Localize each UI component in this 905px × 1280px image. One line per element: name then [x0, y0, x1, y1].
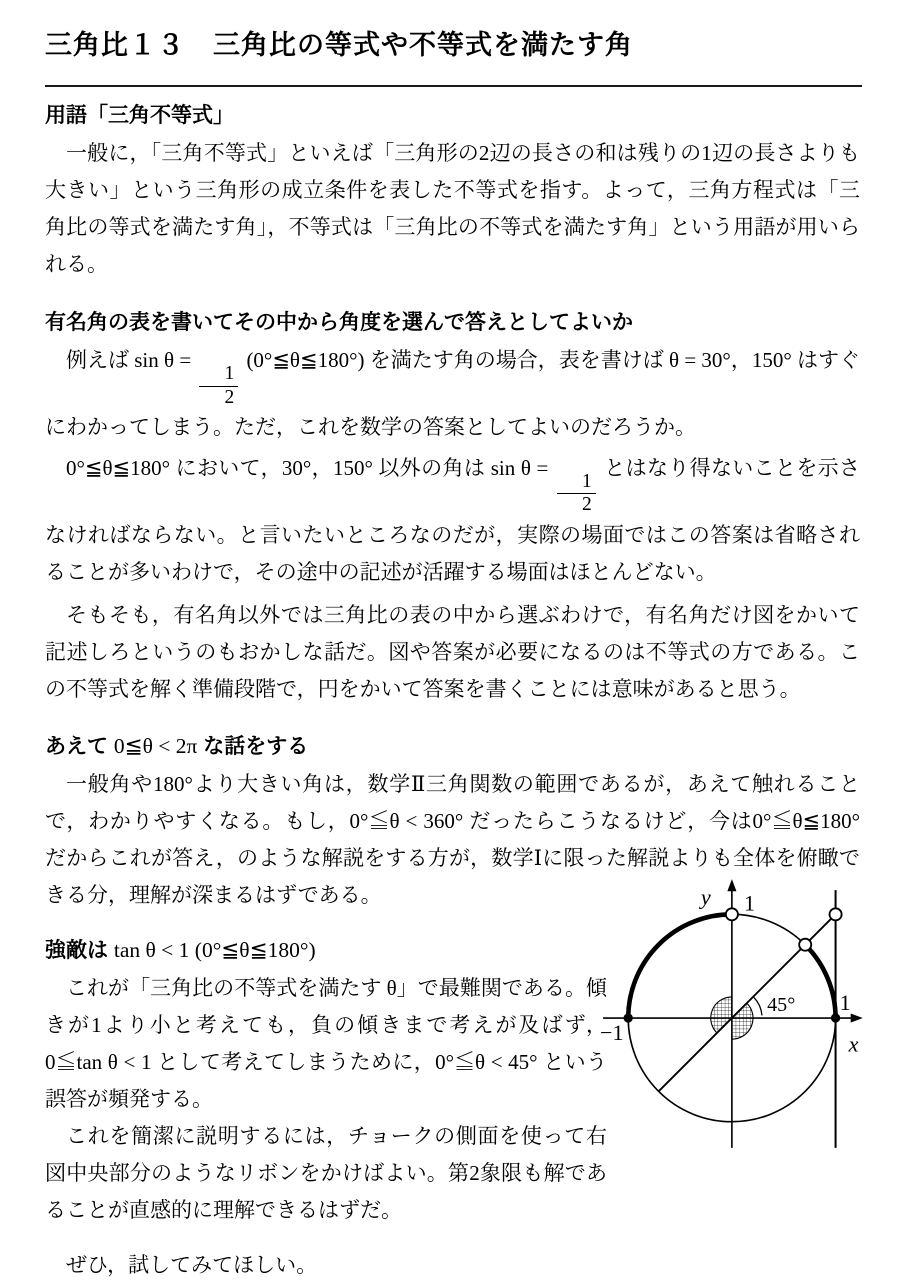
open-point-45-degrees — [799, 939, 811, 951]
solution-arc-90-to-180 — [628, 914, 732, 1018]
open-point-0-1 — [726, 908, 738, 920]
heading-math-inequality: tan θ < 1 (0°≦θ≦180°) — [113, 937, 316, 962]
open-point-1-1 — [830, 908, 842, 920]
closed-point-minus-1-0 — [624, 1013, 633, 1022]
math-range-pre: 0°≦θ≦180° において，30°，150° 以外の角は sin θ = — [66, 455, 554, 480]
x-axis-arrow-icon — [851, 1014, 863, 1023]
table-paragraph-1 — [45, 342, 860, 446]
closing-paragraph: ぜひ，試してみてほしい。 — [66, 1252, 318, 1277]
page-title: 三角比１３ 三角比の等式や不等式を満たす角 — [45, 30, 633, 60]
section-radian-heading — [45, 732, 860, 761]
section-table — [45, 309, 860, 708]
label-one-top: 1 — [743, 890, 756, 916]
y-axis-label: y — [700, 884, 711, 910]
heading-text-pre: あえて — [45, 734, 114, 758]
section-term — [45, 102, 860, 283]
section-table-heading: 有名角の表を書いてその中から角度を選んで答えとしてよいか — [45, 311, 633, 334]
fraction-numerator: 1 — [581, 471, 592, 492]
fraction-one-half — [199, 363, 238, 409]
section-term-heading: 用語「三角不等式」 — [45, 104, 234, 127]
table-paragraph-2-text: とはなり得ないことを示さなければならない。と言いたいところなのだが，実際の場面ではこの答案は省略されることが多いわけで，その途中の記述が活躍する場面はほとんどない。 — [45, 455, 860, 584]
angle-45-arc-marker — [754, 997, 762, 1015]
heading-math-range: 0≦θ < 2π — [113, 733, 198, 758]
fraction-denominator: 2 — [199, 386, 238, 409]
tan-paragraph-1: これが「三角比の不等式を満たす θ」で最難関である。傾きが1より小と考えても，負の傾きまで考えが及ばず，0≦tan θ < 1 として考えてしまうために，0°≦θ < 45° という誤答が頻発する。 — [45, 975, 607, 1111]
ribbon-sector-right — [732, 1003, 753, 1039]
table-paragraph-3: そもそも，有名角以外では三角比の表の中から選ぶわけで，有名角だけ図をかいて記述しろというのもおかしな話だ。図や答案が必要になるのは不等式の方である。この不等式を解く準備段階で，円をかいて答案を書くことには意味があると思う。 — [45, 602, 860, 701]
unit-circle-figure — [598, 862, 900, 1164]
heading-text-post: な話をする — [197, 734, 309, 758]
fraction-numerator: 1 — [224, 363, 235, 385]
title-divider — [45, 85, 862, 87]
ribbon-sector-left — [711, 997, 732, 1033]
table-paragraph-2 — [45, 450, 860, 591]
unit-circle-diagram — [598, 862, 900, 1164]
fraction-one-half-2 — [557, 471, 596, 517]
table-paragraph-1-text: (0°≦θ≦180°) を満たす角の場合，表を書けば θ = 30°，150° はすぐにわかってしまう。ただ，これを数学の答案としてよいのだろうか。 — [45, 348, 860, 439]
fraction-denominator: 2 — [557, 493, 596, 516]
heading-text-pre: 強敵は — [45, 938, 114, 962]
solution-arc-0-to-45 — [805, 945, 835, 1018]
tan-paragraph-2: これを簡潔に説明するには，チョークの側面を使って右図中央部分のようなリボンをかけばよい。第2象限も解であることが直感的に理解できるはずだ。 — [45, 1123, 607, 1222]
radian-paragraph: 一般角や180°より大きい角は，数学Ⅱ三角関数の範囲であるが，あえて触れることで，わかりやすくなる。もし，0°≦θ < 360° だったらこうなるけど，今は0°≦θ≦180° だからこれが答え，のような解説をする方が，数学Ⅰに限った解説よりも全体を俯瞰できる分，理解が深まるはずである。 — [45, 771, 860, 907]
y-axis-arrow-icon — [727, 879, 736, 891]
label-minus-one: −1 — [600, 1020, 624, 1046]
tan-text-column — [45, 970, 607, 1229]
label-angle-45: 45° — [767, 993, 796, 1016]
term-paragraph: 一般に，「三角不等式」といえば「三角形の2辺の長さの和は残りの1辺の長さよりも大きい」という三角形の成立条件を表した不等式を指す。よって，三角方程式は「三角比の等式を満たす角」，不等式は「三角比の不等式を満たす角」という用語が用いられる。 — [45, 141, 860, 276]
label-one-right: 1 — [839, 989, 851, 1015]
math-sin-equation-pre: 例えば sin θ = — [66, 348, 197, 372]
x-axis-label: x — [848, 1031, 859, 1057]
